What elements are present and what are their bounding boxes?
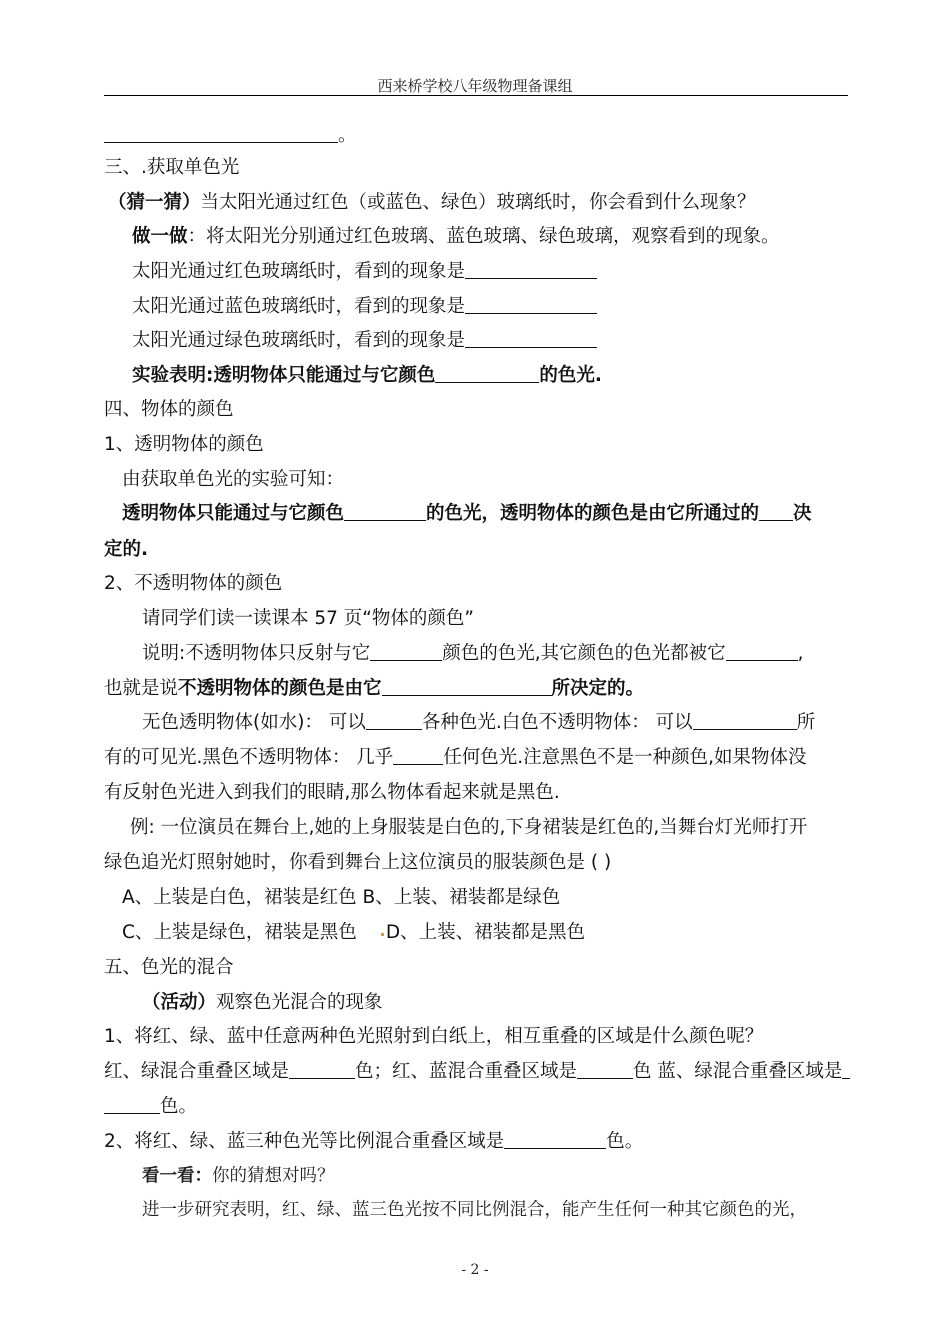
- text-line: 有的可见光.黑色不透明物体： 几乎 任何色光.注意黑色不是一种颜色,如果物体没: [104, 747, 807, 768]
- text-line: 。: [104, 123, 848, 149]
- text-line: 说明:不透明物体只反射与它 颜色的色光,其它颜色的色光都被它 ,: [142, 643, 804, 664]
- text-line: 也就是说不透明物体的颜色是由它 所决定的。: [104, 678, 645, 699]
- stray-mark: [381, 933, 384, 936]
- text-line: （活动）观察色光混合的现象: [142, 992, 383, 1013]
- answer-blank: [504, 1130, 606, 1149]
- text-line: 1、将红、绿、蓝中任意两种色光照射到白纸上，相互重叠的区域是什么颜色呢？: [104, 1026, 764, 1047]
- text-line: 请同学们读一读课本 57 页“物体的颜色”: [142, 608, 474, 629]
- answer-blank: [842, 1060, 850, 1079]
- answer-blank: [104, 124, 338, 143]
- text-line: （猜一猜）当太阳光通过红色（或蓝色、绿色）玻璃纸时，你会看到什么现象？: [108, 192, 756, 213]
- guess-label: （猜一猜）: [108, 192, 201, 213]
- answer-blank: [759, 502, 793, 521]
- text-line: 有反射色光进入到我们的眼睛,那么物体看起来就是黑色.: [104, 782, 560, 803]
- text-line: 太阳光通过蓝色玻璃纸时，看到的现象是: [132, 294, 876, 320]
- header-rule: [104, 95, 848, 96]
- conclusion-line: 实验表明:透明物体只能通过与它颜色 的色光.: [132, 365, 602, 386]
- answer-blank: [435, 364, 539, 383]
- example-line: 例: 一位演员在舞台上,她的上身服装是白色的,下身裙装是红色的,当舞台灯光师打开: [130, 817, 808, 838]
- answer-blank: [465, 260, 597, 279]
- text-line: 2、将红、绿、蓝三种色光等比例混合重叠区域是 色。: [104, 1131, 644, 1152]
- answer-blank: [104, 1095, 160, 1114]
- answer-blank: [726, 642, 798, 661]
- example-line: 绿色追光灯照射她时，你看到舞台上这位演员的服装颜色是 ( ): [104, 852, 612, 873]
- answer-blank: [693, 711, 797, 730]
- answer-blank: [393, 746, 443, 765]
- page-number: - 2 -: [461, 1262, 489, 1278]
- text-line: 红、绿混合重叠区域是 色；红、蓝混合重叠区域是 色 蓝、绿混合重叠区域是: [104, 1059, 848, 1085]
- answer-blank: [465, 295, 597, 314]
- answer-blank: [289, 1060, 355, 1079]
- conclusion-line: 透明物体只能通过与它颜色 的色光，透明物体的颜色是由它所通过的 决: [122, 503, 812, 524]
- option-line: A、上装是白色，裙装是红色 B、上装、裙装都是绿色: [122, 887, 561, 908]
- answer-blank: [465, 329, 597, 348]
- section-heading: 三、.获取单色光: [104, 157, 240, 178]
- text-line: 看一看：你的猜想对吗？: [142, 1166, 335, 1186]
- text-line: 进一步研究表明，红、绿、蓝三色光按不同比例混合，能产生任何一种其它颜色的光，: [142, 1200, 807, 1220]
- page-header: 西来桥学校八年级物理备课组: [377, 77, 573, 95]
- subsection-heading: 2、不透明物体的颜色: [104, 573, 283, 594]
- section-heading: 四、物体的颜色: [104, 399, 234, 420]
- conclusion-line: 定的.: [104, 539, 149, 560]
- text-line: 太阳光通过绿色玻璃纸时，看到的现象是: [132, 328, 876, 354]
- text-line: 由获取单色光的实验可知：: [122, 469, 345, 490]
- answer-blank: [382, 677, 552, 696]
- answer-blank: [577, 1060, 633, 1079]
- option-line: C、上装是绿色，裙装是黑色 D、上装、裙装都是黑色: [122, 922, 586, 943]
- do-label: 做一做: [132, 226, 188, 247]
- text-line: 色。: [104, 1094, 848, 1120]
- answer-blank: [366, 711, 422, 730]
- answer-blank: [370, 642, 442, 661]
- answer-blank: [344, 502, 426, 521]
- text-line: 做一做：将太阳光分别通过红色玻璃、蓝色玻璃、绿色玻璃，观察看到的现象。: [132, 226, 780, 247]
- subsection-heading: 1、透明物体的颜色: [104, 434, 264, 455]
- text-line: 无色透明物体(如水)： 可以 各种色光.白色不透明物体： 可以 所: [142, 712, 816, 733]
- text-line: 太阳光通过红色玻璃纸时，看到的现象是: [132, 259, 876, 285]
- section-heading: 五、色光的混合: [104, 957, 234, 978]
